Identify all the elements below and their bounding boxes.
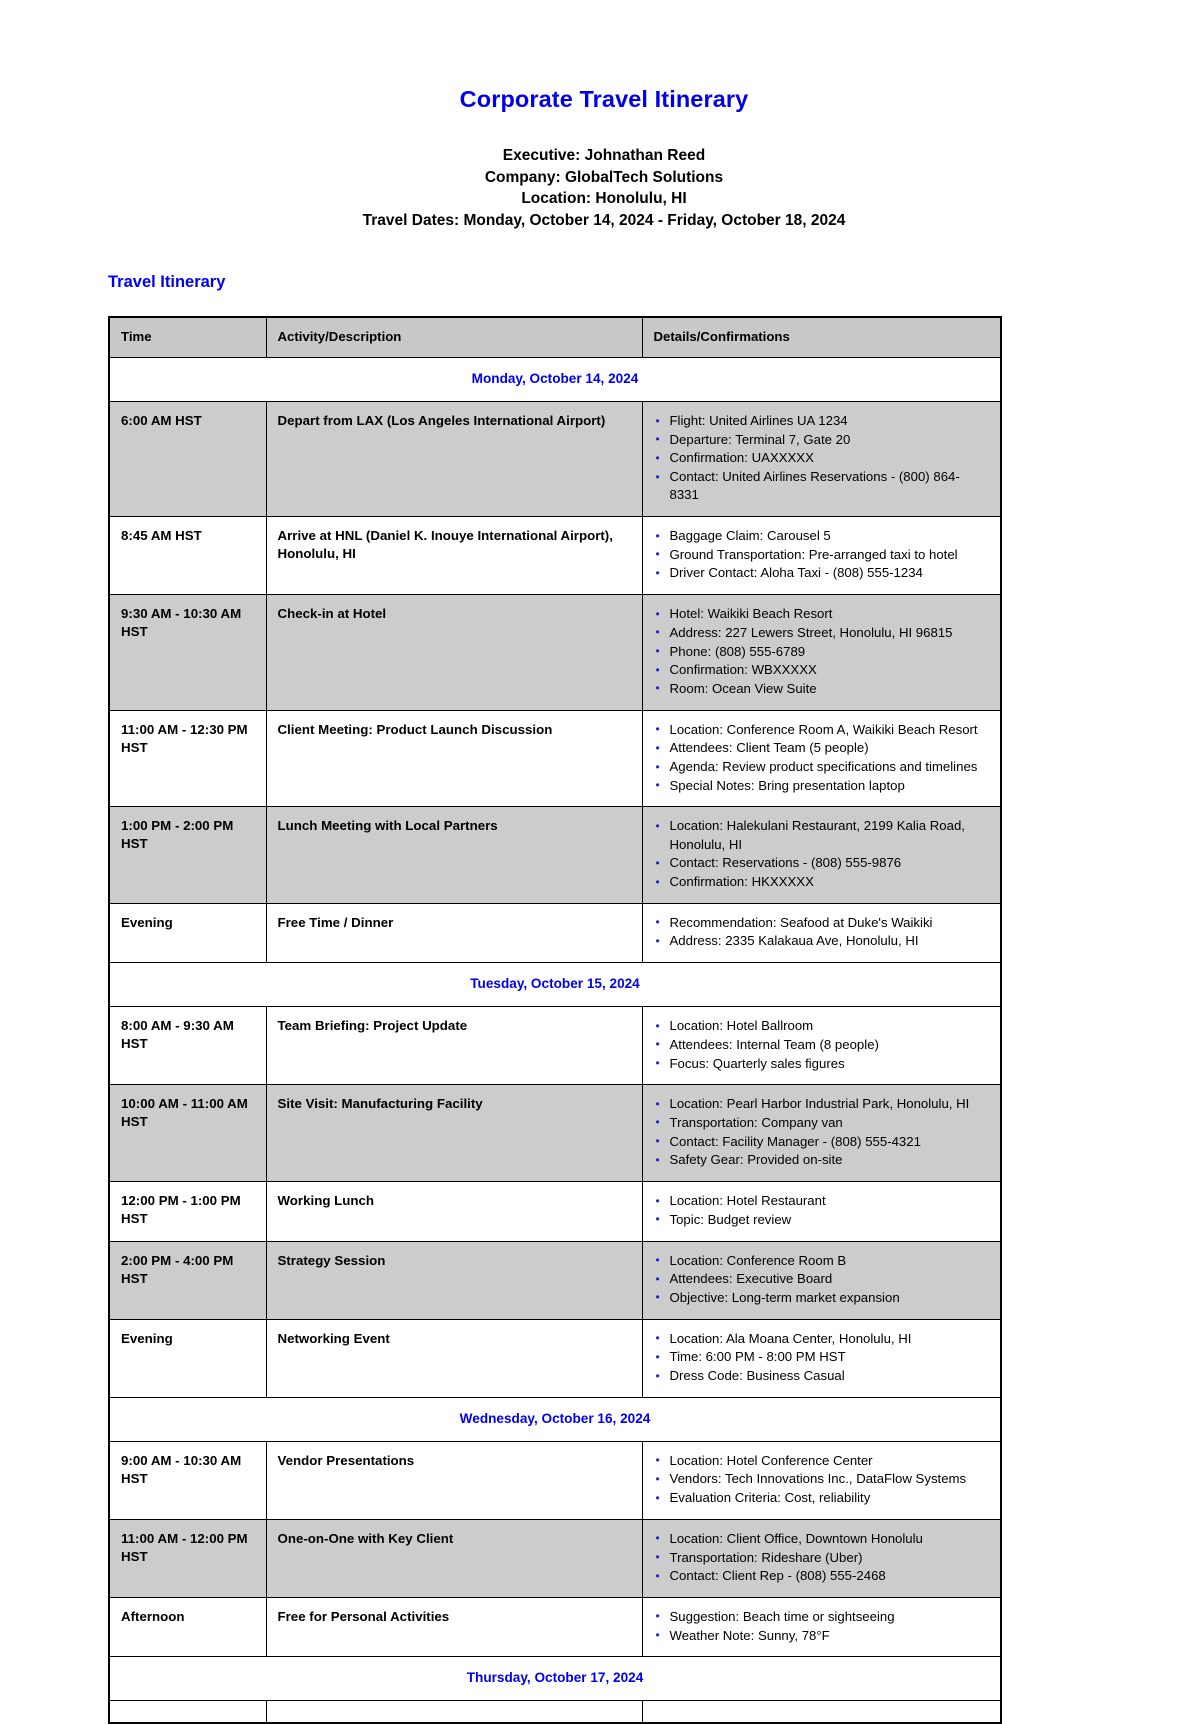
details-list-item: • Transportation: Rideshare (Uber) xyxy=(654,1549,990,1567)
details-list xyxy=(654,412,990,505)
details-list-item: • Address: 2335 Kalakaua Ave, Honolulu, HI xyxy=(654,932,990,950)
details-list-item: • Confirmation: WBXXXXX xyxy=(654,661,990,679)
day-header-label: Tuesday, October 15, 2024 xyxy=(109,963,1001,1007)
details-list xyxy=(654,1017,990,1073)
cell-activity: Lunch Meeting with Local Partners xyxy=(266,807,642,903)
table-row xyxy=(109,1241,1001,1319)
details-list-item: • Contact: United Airlines Reservations - (800) 864-8331 xyxy=(654,468,990,504)
cell-activity: Team Briefing: Project Update xyxy=(266,1007,642,1085)
details-list-item: • Safety Gear: Provided on-site xyxy=(654,1151,990,1169)
details-list-item: • Confirmation: HKXXXXX xyxy=(654,873,990,891)
cell-time: 9:30 AM - 10:30 AM HST xyxy=(109,595,266,711)
cell-activity: Vendor Presentations xyxy=(266,1441,642,1519)
details-list xyxy=(654,1530,990,1586)
details-list-item: • Suggestion: Beach time or sightseeing xyxy=(654,1608,990,1626)
details-list xyxy=(654,721,990,795)
details-list-item: • Agenda: Review product specifications and timelines xyxy=(654,758,990,776)
details-list xyxy=(654,1095,990,1169)
details-list xyxy=(654,1330,990,1386)
cell-details xyxy=(642,807,1001,903)
details-list-item: • Location: Conference Room B xyxy=(654,1252,990,1270)
cell-time: 11:00 AM - 12:00 PM HST xyxy=(109,1519,266,1597)
table-row xyxy=(109,1319,1001,1397)
cell-details xyxy=(642,595,1001,711)
details-list-item: • Time: 6:00 PM - 8:00 PM HST xyxy=(654,1348,990,1366)
day-header-row xyxy=(109,963,1001,1007)
cell-activity: Free for Personal Activities xyxy=(266,1597,642,1656)
table-row xyxy=(109,402,1001,517)
details-list-item: • Vendors: Tech Innovations Inc., DataFlow Systems xyxy=(654,1470,990,1488)
details-list-item: • Flight: United Airlines UA 1234 xyxy=(654,412,990,430)
table-row xyxy=(109,1007,1001,1085)
details-list-item: • Room: Ocean View Suite xyxy=(654,680,990,698)
document-meta-block xyxy=(108,145,1100,231)
column-header-time: Time xyxy=(109,317,266,358)
details-list-item: • Address: 227 Lewers Street, Honolulu, HI 96815 xyxy=(654,624,990,642)
details-list-item: • Location: Pearl Harbor Industrial Park, Honolulu, HI xyxy=(654,1095,990,1113)
details-list-item: • Attendees: Executive Board xyxy=(654,1270,990,1288)
cell-time: 11:00 AM - 12:30 PM HST xyxy=(109,710,266,807)
details-list-item: • Contact: Facility Manager - (808) 555-4321 xyxy=(654,1133,990,1151)
details-list-item: • Evaluation Criteria: Cost, reliability xyxy=(654,1489,990,1507)
details-list xyxy=(654,1192,990,1229)
table-row xyxy=(109,710,1001,807)
table-head xyxy=(109,317,1001,358)
cell-details xyxy=(642,1085,1001,1182)
details-list-item: • Ground Transportation: Pre-arranged taxi to hotel xyxy=(654,546,990,564)
details-list-item: • Contact: Reservations - (808) 555-9876 xyxy=(654,854,990,872)
meta-location: Location: Honolulu, HI xyxy=(521,190,687,207)
meta-company: Company: GlobalTech Solutions xyxy=(484,168,724,186)
details-list-item: • Attendees: Internal Team (8 people) xyxy=(654,1036,990,1054)
table-row xyxy=(109,1701,1001,1724)
details-list-item: • Weather Note: Sunny, 78°F xyxy=(654,1627,990,1645)
column-header-details: Details/Confirmations xyxy=(642,317,1001,358)
details-list-item: • Location: Hotel Restaurant xyxy=(654,1192,990,1210)
table-row xyxy=(109,595,1001,711)
details-list-item: • Departure: Terminal 7, Gate 20 xyxy=(654,431,990,449)
page-title: Corporate Travel Itinerary xyxy=(459,86,749,112)
details-list xyxy=(654,914,990,951)
cell-details xyxy=(642,1182,1001,1241)
itinerary-table xyxy=(108,316,1002,1724)
details-list-item: • Topic: Budget review xyxy=(654,1211,990,1229)
table-row xyxy=(109,1182,1001,1241)
details-list-item: • Attendees: Client Team (5 people) xyxy=(654,739,990,757)
details-list-item: • Contact: Client Rep - (808) 555-2468 xyxy=(654,1567,990,1585)
details-list xyxy=(654,1252,990,1308)
day-header-row xyxy=(109,358,1001,402)
cell-time: 6:00 AM HST xyxy=(109,402,266,517)
table-row xyxy=(109,1441,1001,1519)
cell-details xyxy=(642,517,1001,595)
day-header-label: Wednesday, October 16, 2024 xyxy=(109,1397,1001,1441)
details-list-item: • Location: Hotel Conference Center xyxy=(654,1452,990,1470)
details-list-item: • Phone: (808) 555-6789 xyxy=(654,643,990,661)
details-list-item: • Focus: Quarterly sales figures xyxy=(654,1055,990,1073)
details-list xyxy=(654,817,990,891)
cell-details xyxy=(642,1519,1001,1597)
details-list-item: • Transportation: Company van xyxy=(654,1114,990,1132)
cell-details xyxy=(642,402,1001,517)
cell-time: 12:00 PM - 1:00 PM HST xyxy=(109,1182,266,1241)
cell-activity: Working Lunch xyxy=(266,1182,642,1241)
day-header-row xyxy=(109,1657,1001,1701)
details-list-item: • Location: Client Office, Downtown Honolulu xyxy=(654,1530,990,1548)
cell-time: 10:00 AM - 11:00 AM HST xyxy=(109,1085,266,1182)
details-list-item: • Confirmation: UAXXXXX xyxy=(654,449,990,467)
table-row xyxy=(109,807,1001,903)
details-list xyxy=(654,1452,990,1508)
cell-details xyxy=(642,1241,1001,1319)
cell-time: 9:00 AM - 10:30 AM HST xyxy=(109,1441,266,1519)
cell-time: 1:00 PM - 2:00 PM HST xyxy=(109,807,266,903)
cell-activity: Client Meeting: Product Launch Discussion xyxy=(266,710,642,807)
cell-activity xyxy=(266,1701,642,1724)
table-row xyxy=(109,517,1001,595)
cell-details xyxy=(642,1319,1001,1397)
details-list-item: • Location: Conference Room A, Waikiki Beach Resort xyxy=(654,721,990,739)
day-header-label: Monday, October 14, 2024 xyxy=(109,358,1001,402)
cell-activity: Depart from LAX (Los Angeles International Airport) xyxy=(266,402,642,517)
table-row xyxy=(109,903,1001,962)
section-heading-travel-itinerary: Travel Itinerary xyxy=(108,273,226,291)
table-header-row xyxy=(109,317,1001,358)
cell-details xyxy=(642,1441,1001,1519)
cell-details xyxy=(642,903,1001,962)
day-header-label: Thursday, October 17, 2024 xyxy=(109,1657,1001,1701)
cell-details xyxy=(642,710,1001,807)
cell-activity: Networking Event xyxy=(266,1319,642,1397)
details-list xyxy=(654,1608,990,1645)
cell-activity: Free Time / Dinner xyxy=(266,903,642,962)
cell-details xyxy=(642,1597,1001,1656)
cell-time: 8:45 AM HST xyxy=(109,517,266,595)
details-list xyxy=(654,605,990,698)
cell-time: 8:00 AM - 9:30 AM HST xyxy=(109,1007,266,1085)
details-list-item: • Location: Ala Moana Center, Honolulu, HI xyxy=(654,1330,990,1348)
table-row xyxy=(109,1519,1001,1597)
details-list xyxy=(654,527,990,583)
cell-details xyxy=(642,1007,1001,1085)
meta-executive: Executive: Johnathan Reed xyxy=(502,147,706,164)
cell-details xyxy=(642,1701,1001,1724)
table-row xyxy=(109,1597,1001,1656)
details-list-item: • Location: Hotel Ballroom xyxy=(654,1017,990,1035)
details-list-item: • Dress Code: Business Casual xyxy=(654,1367,990,1385)
details-list-item: • Location: Halekulani Restaurant, 2199 Kalia Road, Honolulu, HI xyxy=(654,817,990,853)
cell-activity: Check-in at Hotel xyxy=(266,595,642,711)
cell-time: Evening xyxy=(109,903,266,962)
details-list-item: • Recommendation: Seafood at Duke's Waikiki xyxy=(654,914,990,932)
cell-activity: Arrive at HNL (Daniel K. Inouye International Airport), Honolulu, HI xyxy=(266,517,642,595)
table-body xyxy=(109,358,1001,1724)
table-row xyxy=(109,1085,1001,1182)
cell-time: Afternoon xyxy=(109,1597,266,1656)
cell-time: Evening xyxy=(109,1319,266,1397)
details-list-item: • Baggage Claim: Carousel 5 xyxy=(654,527,990,545)
details-list-item: • Special Notes: Bring presentation laptop xyxy=(654,777,990,795)
cell-activity: Site Visit: Manufacturing Facility xyxy=(266,1085,642,1182)
column-header-activity: Activity/Description xyxy=(266,317,642,358)
day-header-row xyxy=(109,1397,1001,1441)
cell-time xyxy=(109,1701,266,1724)
details-list-item: • Driver Contact: Aloha Taxi - (808) 555-1234 xyxy=(654,564,990,582)
cell-time: 2:00 PM - 4:00 PM HST xyxy=(109,1241,266,1319)
details-list-item: • Objective: Long-term market expansion xyxy=(654,1289,990,1307)
details-list-item: • Hotel: Waikiki Beach Resort xyxy=(654,605,990,623)
cell-activity: Strategy Session xyxy=(266,1241,642,1319)
cell-activity: One-on-One with Key Client xyxy=(266,1519,642,1597)
meta-travel-dates: Travel Dates: Monday, October 14, 2024 - Friday, October 18, 2024 xyxy=(362,211,846,229)
